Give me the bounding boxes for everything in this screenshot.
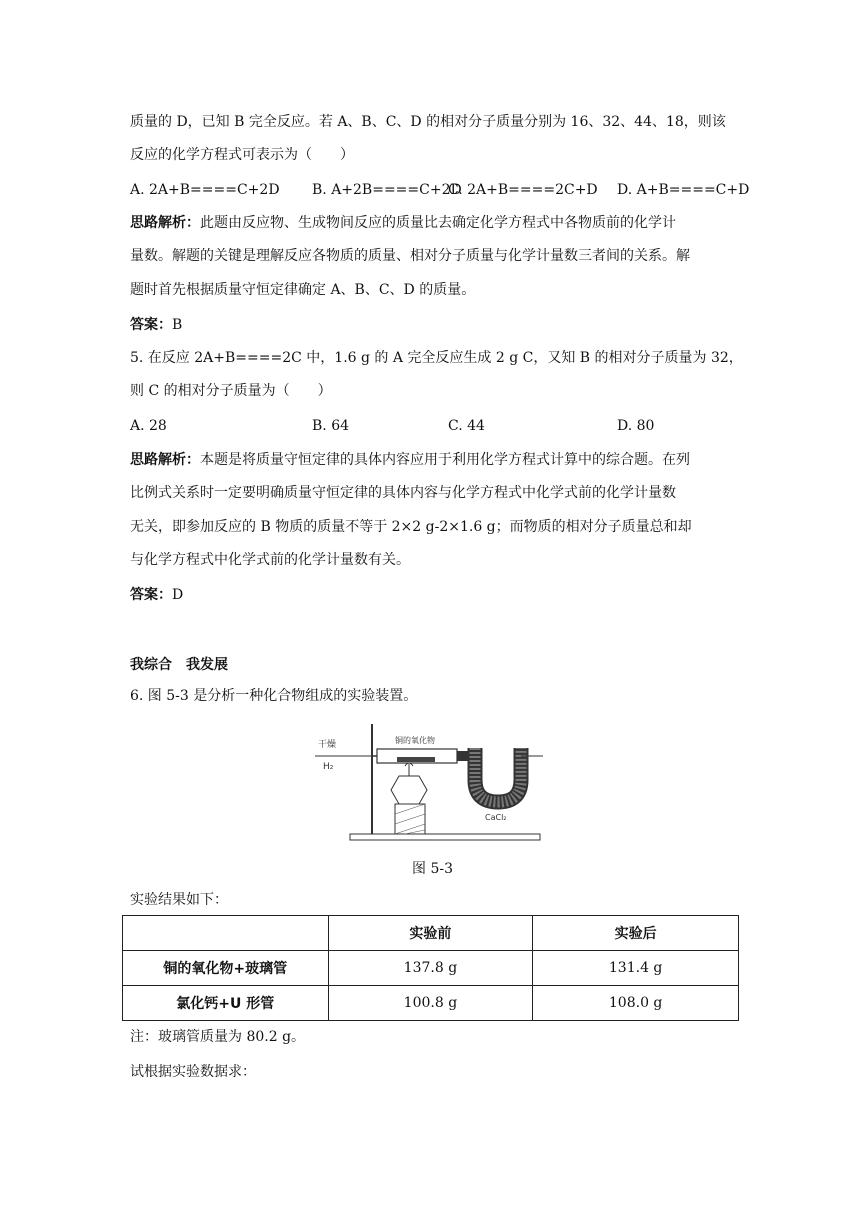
table-row <box>123 986 739 1021</box>
table-header-row <box>123 916 739 951</box>
analysis-label: 思路解析： <box>130 215 200 231</box>
table-cell: 131.4 g <box>533 951 739 986</box>
results-intro: 实验结果如下： <box>130 892 228 908</box>
analysis-text: 本题是将质量守恒定律的具体内容应用于利用化学方程式计算中的综合题。在列 <box>200 452 690 468</box>
ask-line: 试根据实验数据求： <box>130 1064 256 1080</box>
q4-line1: 质量的 D，已知 B 完全反应。若 A、B、C、D 的相对分子质量分别为 16、32、44、18，则该 <box>130 114 726 130</box>
q4-option-c: C. 2A+B====2C+D <box>448 182 598 198</box>
q5-line2: 则 C 的相对分子质量为（ ） <box>130 383 332 399</box>
q6-line1: 6. 图 5-3 是分析一种化合物组成的实验装置。 <box>130 688 418 704</box>
answer-label: 答案： <box>130 317 172 333</box>
experiment-apparatus-figure <box>315 718 545 846</box>
q4-option-a: A. 2A+B====C+2D <box>130 182 280 198</box>
q5-option-a: A. 28 <box>130 418 167 434</box>
copper-oxide-sample <box>397 757 435 762</box>
analysis-text: 此题由反应物、生成物间反应的质量比去确定化学方程式中各物质前的化学计 <box>200 215 676 231</box>
answer-value: D <box>172 587 184 603</box>
analysis-label: 思路解析： <box>130 452 200 468</box>
answer-label: 答案： <box>130 587 172 603</box>
q4-option-d: D. A+B====C+D <box>617 182 750 198</box>
table-header-cell: 实验后 <box>533 916 739 951</box>
table-cell: 108.0 g <box>533 986 739 1021</box>
q5-analysis-line2: 比例式关系时一定要明确质量守恒定律的具体内容与化学方程式中化学式前的化学计量数 <box>130 485 676 501</box>
q4-analysis-line2: 量数。解题的关键是理解反应各物质的质量、相对分子质量与化学计量数三者间的关系。解 <box>130 248 690 264</box>
q4-analysis-line3: 题时首先根据质量守恒定律确定 A、B、C、D 的质量。 <box>130 282 476 298</box>
q5-option-d: D. 80 <box>617 418 655 434</box>
q5-line1: 5. 在反应 2A+B====2C 中，1.6 g 的 A 完全反应生成 2 g C，又知 B 的相对分子质量为 32， <box>130 350 743 366</box>
section-title: 我综合 我发展 <box>130 657 228 673</box>
q4-answer <box>130 316 182 334</box>
table-header-cell <box>123 916 329 951</box>
table-header-cell: 实验前 <box>328 916 533 951</box>
q4-line2: 反应的化学方程式可表示为（ ） <box>130 147 354 163</box>
answer-value: B <box>172 317 183 333</box>
h2-label: H₂ <box>323 762 334 772</box>
q5-option-b: B. 64 <box>312 418 350 434</box>
q5-answer <box>130 586 183 604</box>
q5-analysis-line4: 与化学方程式中化学式前的化学计量数有关。 <box>130 552 410 568</box>
table-cell: 100.8 g <box>328 986 533 1021</box>
table-cell: 137.8 g <box>328 951 533 986</box>
q4-option-b: B. A+2B====C+2D <box>312 182 462 198</box>
alcohol-lamp <box>391 776 427 804</box>
q5-analysis-line3: 无关，即参加反应的 B 物质的质量不等于 2×2 g-2×1.6 g；而物质的相对分子质量总和却 <box>130 519 692 535</box>
q4-analysis-line1 <box>130 214 676 232</box>
note: 注：玻璃管质量为 80.2 g。 <box>130 1029 306 1045</box>
table-row <box>123 951 739 986</box>
row-label: 铜的氧化物+玻璃管 <box>123 951 329 986</box>
stand-base <box>350 834 540 840</box>
oxide-label: 铜的氧化物 <box>395 736 435 745</box>
q5-option-c: C. 44 <box>448 418 485 434</box>
q5-analysis-line1 <box>130 451 690 469</box>
results-table <box>122 915 739 1021</box>
figure-caption: 图 5-3 <box>412 861 453 877</box>
dry-label: 干燥 <box>318 740 337 750</box>
cacl2-label: CaCl₂ <box>485 813 507 822</box>
row-label: 氯化钙+U 形管 <box>123 986 329 1021</box>
